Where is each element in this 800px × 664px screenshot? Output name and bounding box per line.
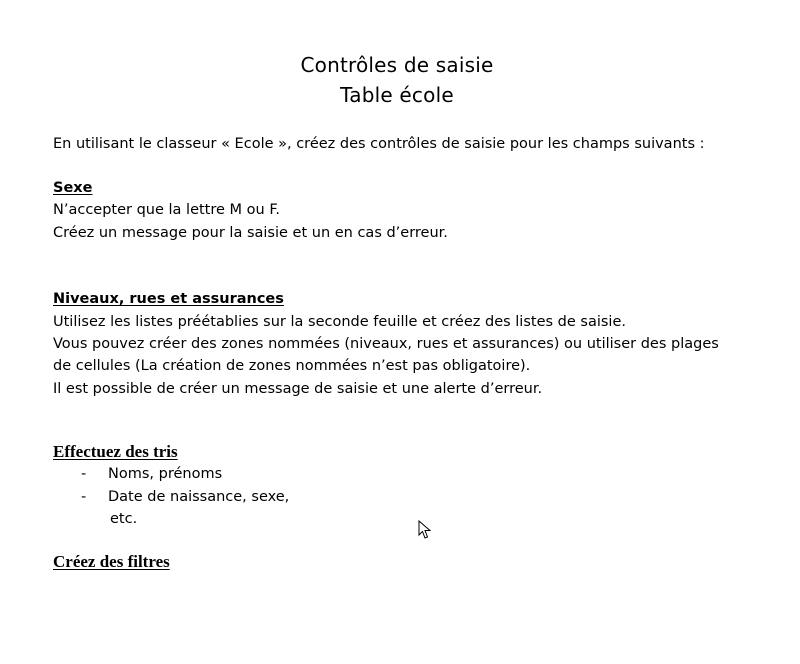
tris-bullet-1: Noms, prénoms <box>108 466 223 482</box>
tris-bullet-2: Date de naissance, sexe, <box>108 489 290 505</box>
document-title-line2: Table école <box>340 83 454 107</box>
bullet-marker: - <box>81 489 87 505</box>
niveaux-line-3: de cellules (La création de zones nommées n’est pas obligatoire). <box>53 358 531 374</box>
section-heading-sexe: Sexe <box>53 180 93 196</box>
section-heading-tris: Effectuez des tris <box>53 442 178 461</box>
niveaux-line-2: Vous pouvez créer des zones nommées (niveaux, rues et assurances) ou utiliser des plages <box>53 336 719 352</box>
intro-paragraph: En utilisant le classeur « Ecole », créez des contrôles de saisie pour les champs suivants : <box>53 136 705 152</box>
niveaux-line-4: Il est possible de créer un message de saisie et une alerte d’erreur. <box>53 381 543 397</box>
section-heading-niveaux: Niveaux, rues et assurances <box>53 291 284 307</box>
niveaux-line-1: Utilisez les listes préétablies sur la seconde feuille et créez des listes de saisie. <box>53 314 626 330</box>
sexe-line-2: Créez un message pour la saisie et un en cas d’erreur. <box>53 225 448 241</box>
bullet-marker: - <box>81 466 87 482</box>
tris-continuation: etc. <box>110 511 138 527</box>
document-title-line1: Contrôles de saisie <box>300 53 494 77</box>
mouse-pointer-icon <box>418 520 432 540</box>
sexe-line-1: N’accepter que la lettre M ou F. <box>53 202 280 218</box>
section-heading-filtres: Créez des filtres <box>53 552 170 571</box>
